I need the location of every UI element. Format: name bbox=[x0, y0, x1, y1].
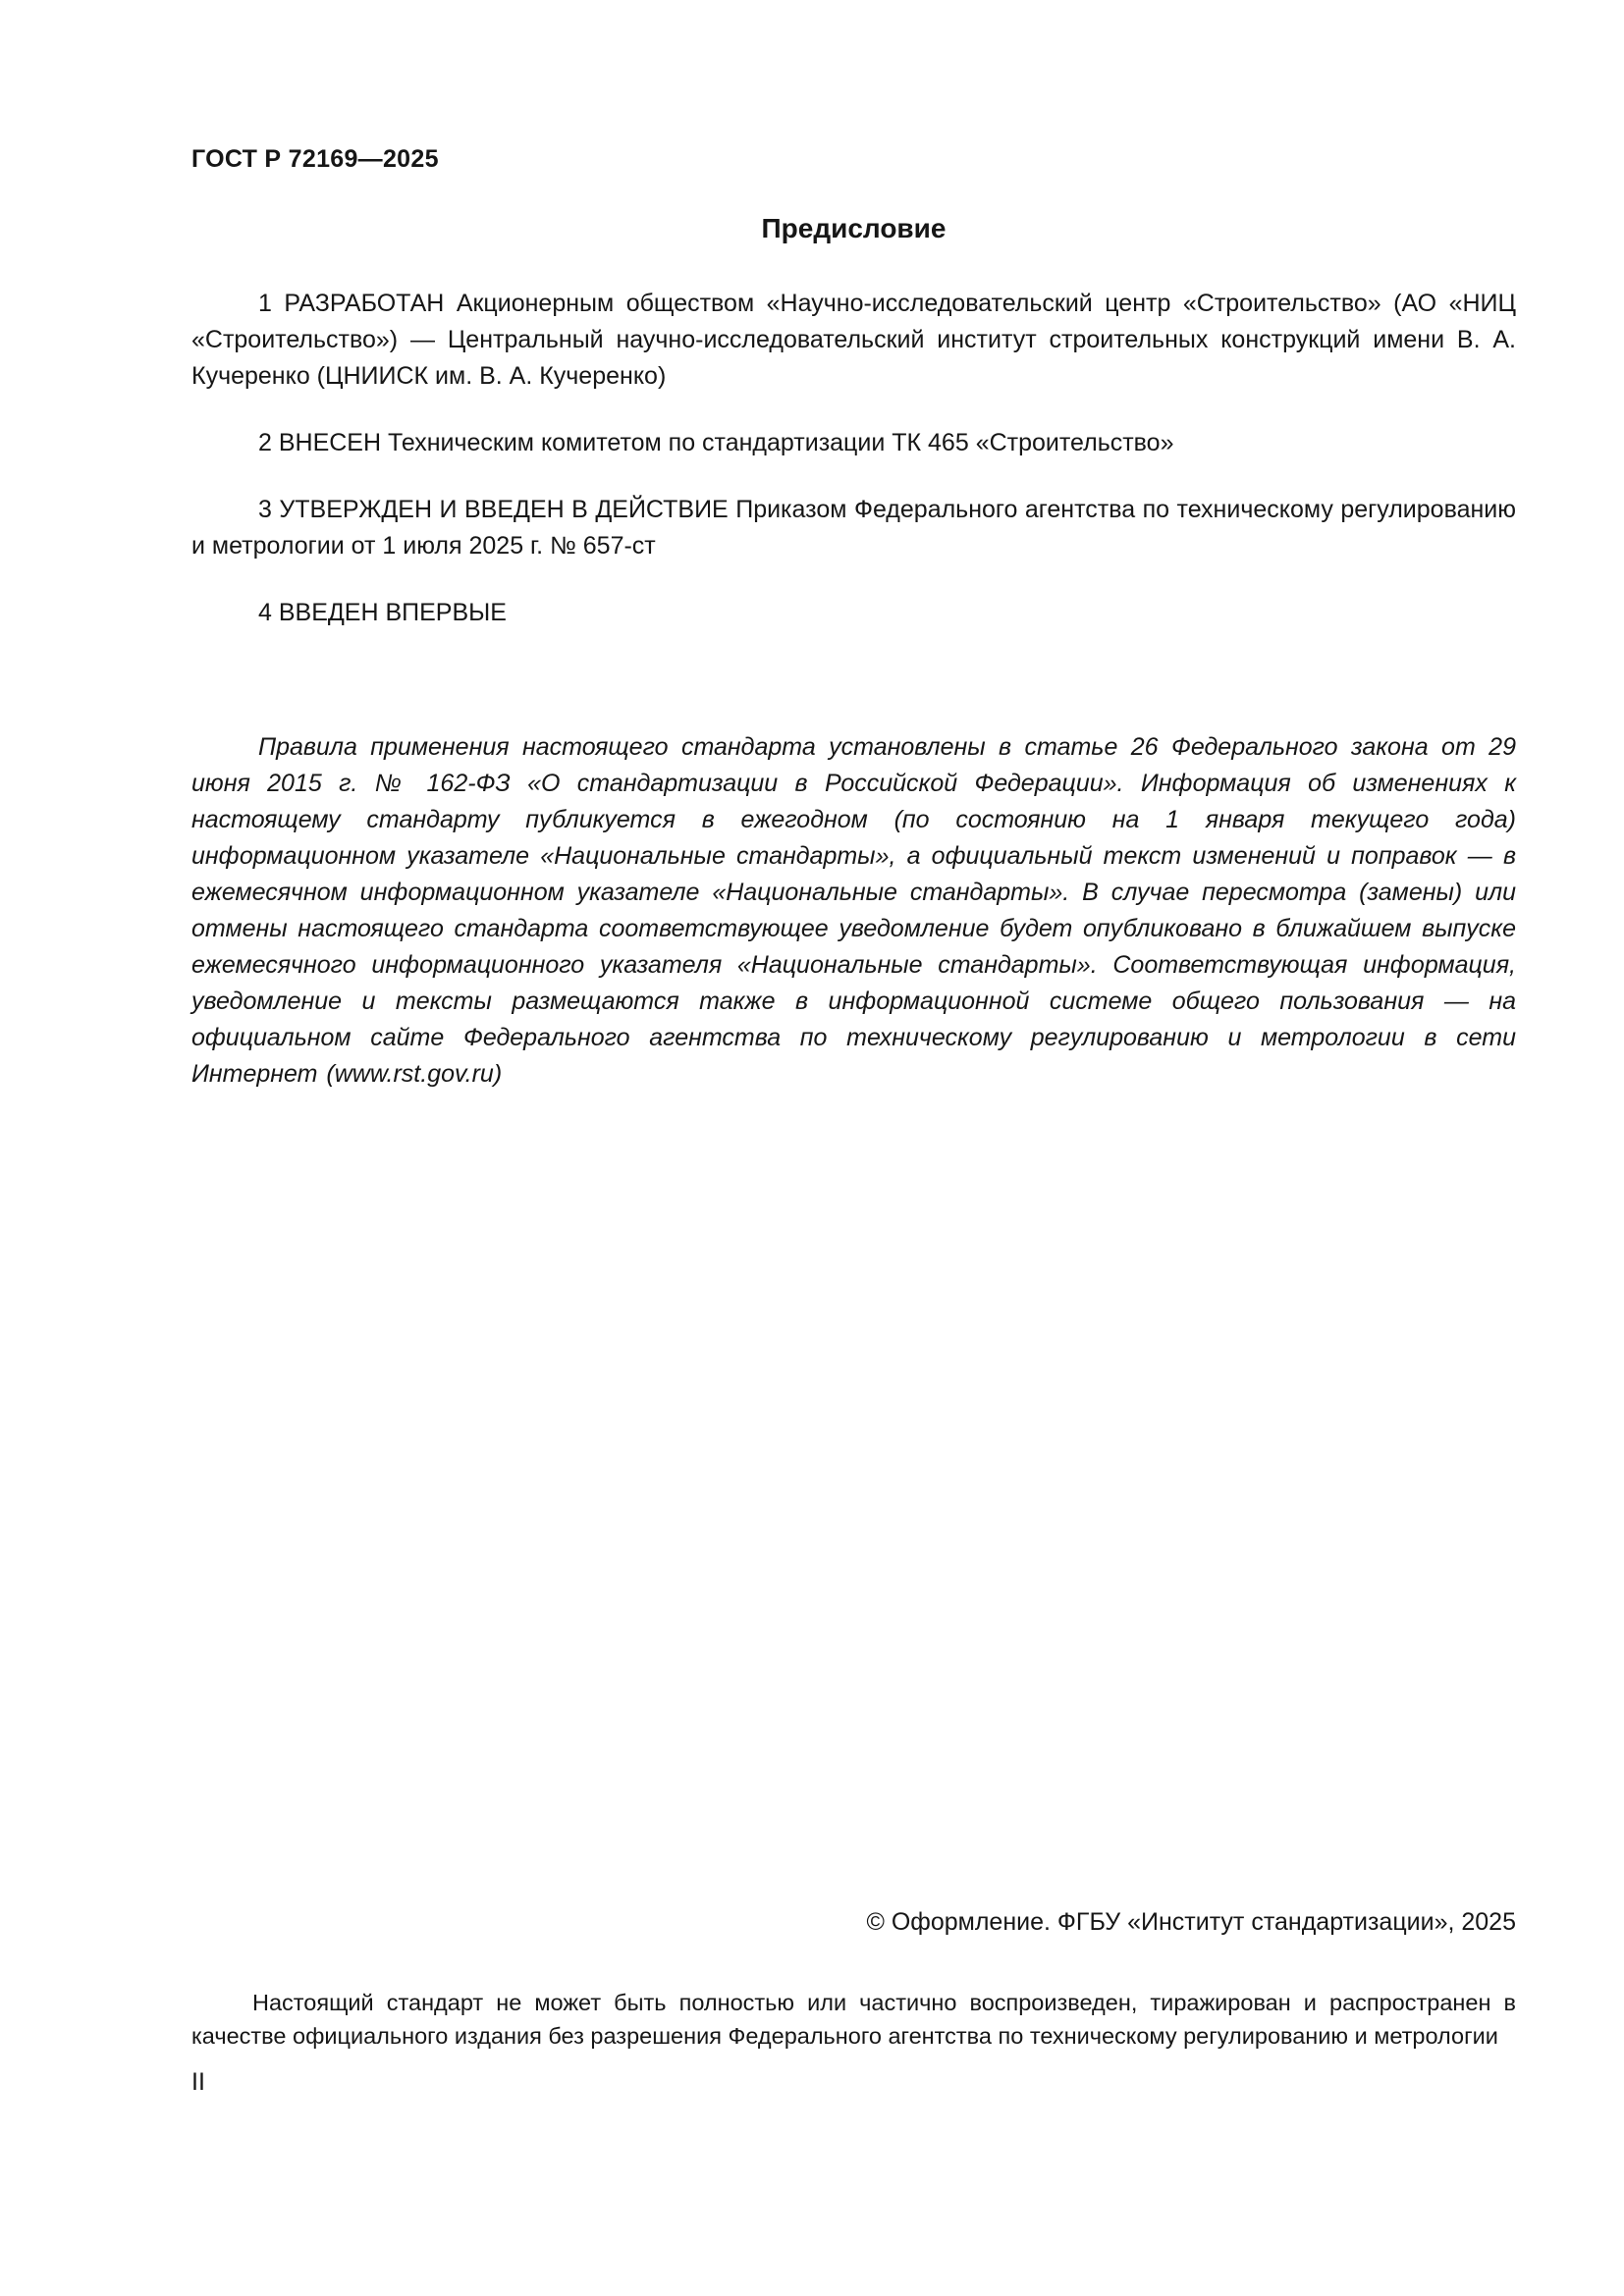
foreword-item-approved: 3 УТВЕРЖДЕН И ВВЕДЕН В ДЕЙСТВИЕ Приказом Федерального агентства по техническому регулированию и метрологии от 1 июля 2025 г. № 657-ст bbox=[191, 496, 1516, 560]
foreword-item-developed: 1 РАЗРАБОТАН Акционерным обществом «Научно-исследовательский центр «Строительство» (АО «НИЦ «Строительство») — Центральный научно-исследовательский институт строительных конструкций имени В. А. Кучеренко (ЦНИИСК им. В. А. Кучеренко) bbox=[191, 290, 1516, 390]
page-footer bbox=[191, 1904, 1516, 2097]
application-rules-notice: Правила применения настоящего стандарта установлены в статье 26 Федерального закона от 29 июня 2015 г. № 162-ФЗ «О стандартизации в Российской Федерации». Информация об изменениях к настоящему стандарту публикуется в ежегодном (по состоянию на 1 января текущего года) информационном указателе «Национальные стандарты», а официальный текст изменений и поправок — в ежемесячном информационном указателе «Национальные стандарты». В случае пересмотра (замены) или отмены настоящего стандарта соответствующее уведомление будет опубликовано в ближайшем выпуске ежемесячного информационного указателя «Национальные стандарты». Соответствующая информация, уведомление и тексты размещаются также в информационной системе общего пользования — на официальном сайте Федерального агентства по техническому регулированию и метрологии в сети Интернет (www.rst.gov.ru) bbox=[191, 733, 1516, 1088]
reproduction-restriction-note: Настоящий стандарт не может быть полностью или частично воспроизведен, тиражирован и распространен в качестве официального издания без разрешения Федерального агентства по техническому регулированию и метрологии bbox=[191, 1990, 1516, 2049]
foreword-item-first-edition: 4 ВВЕДЕН ВПЕРВЫЕ bbox=[258, 599, 507, 626]
page-number: II bbox=[191, 2068, 205, 2096]
document-code: ГОСТ Р 72169—2025 bbox=[191, 145, 439, 173]
foreword-list bbox=[191, 286, 1516, 631]
foreword-item-submitted: 2 ВНЕСЕН Техническим комитетом по стандартизации ТК 465 «Строительство» bbox=[258, 429, 1174, 456]
copyright-line: © Оформление. ФГБУ «Институт стандартизации», 2025 bbox=[866, 1908, 1516, 1936]
page-content bbox=[191, 145, 1516, 1093]
section-title: Предисловие bbox=[761, 213, 947, 243]
